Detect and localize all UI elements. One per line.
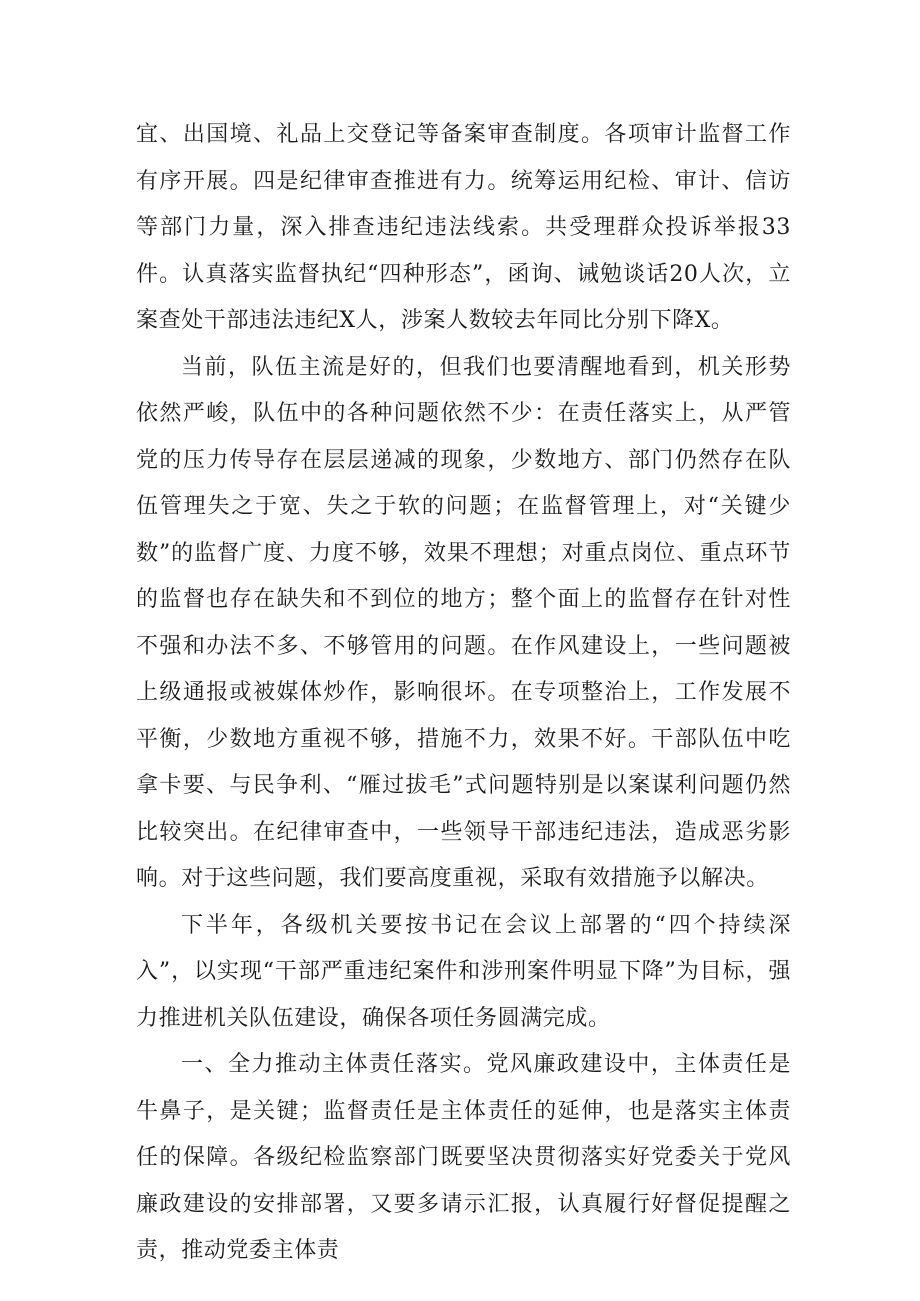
paragraph-continuation: 宜、出国境、礼品上交登记等备案审查制度。各项审计监督工作有序开展。四是纪律审查推进有力。统筹运用纪检、审计、信访等部门力量，深入排查违纪违法线索。共受理群众投诉举报33件。认真落实监督执纪“四种形态”，函询、诫勉谈话20人次，立案查处干部违法违纪X人，涉案人数较去年同比分别下降X。 (136, 122, 791, 333)
paragraph-second-half-year: 下半年，各级机关要按书记在会议上部署的“四个持续深入”，以实现“干部严重违纪案件和涉刑案件明显下降”为目标，强力推进机关队伍建设，确保各项任务圆满完成。 (136, 912, 791, 1031)
paragraph-section-one: 一、全力推动主体责任落实。党风廉政建设中，主体责任是牛鼻子，是关键；监督责任是主体责任的延伸，也是落实主体责任的保障。各级纪检监察部门既要坚决贯彻落实好党委关于党风廉政建设的安排部署，又要多请示汇报，认真履行好督促提醒之责，推动党委主体责 (136, 1052, 791, 1263)
paragraph-current-situation: 当前，队伍主流是好的，但我们也要清醒地看到，机关形势依然严峻，队伍中的各种问题依然不少：在责任落实上，从严管党的压力传导存在层层递减的现象，少数地方、部门仍然存在队伍管理失之于宽、失之于软的问题；在监督管理上，对“关键少数”的监督广度、力度不够，效果不理想；对重点岗位、重点环节的监督也存在缺失和不到位的地方；整个面上的监督存在针对性不强和办法不多、不够管用的问题。在作风建设上，一些问题被上级通报或被媒体炒作，影响很坏。在专项整治上，工作发展不平衡，少数地方重视不够，措施不力，效果不好。干部队伍中吃拿卡要、与民争利、“雁过拔毛”式问题特别是以案谋利问题仍然比较突出。在纪律审查中，一些领导干部违纪违法，造成恶劣影响。对于这些问题，我们要高度重视，采取有效措施予以解决。 (136, 354, 791, 891)
document-body (136, 112, 791, 1275)
